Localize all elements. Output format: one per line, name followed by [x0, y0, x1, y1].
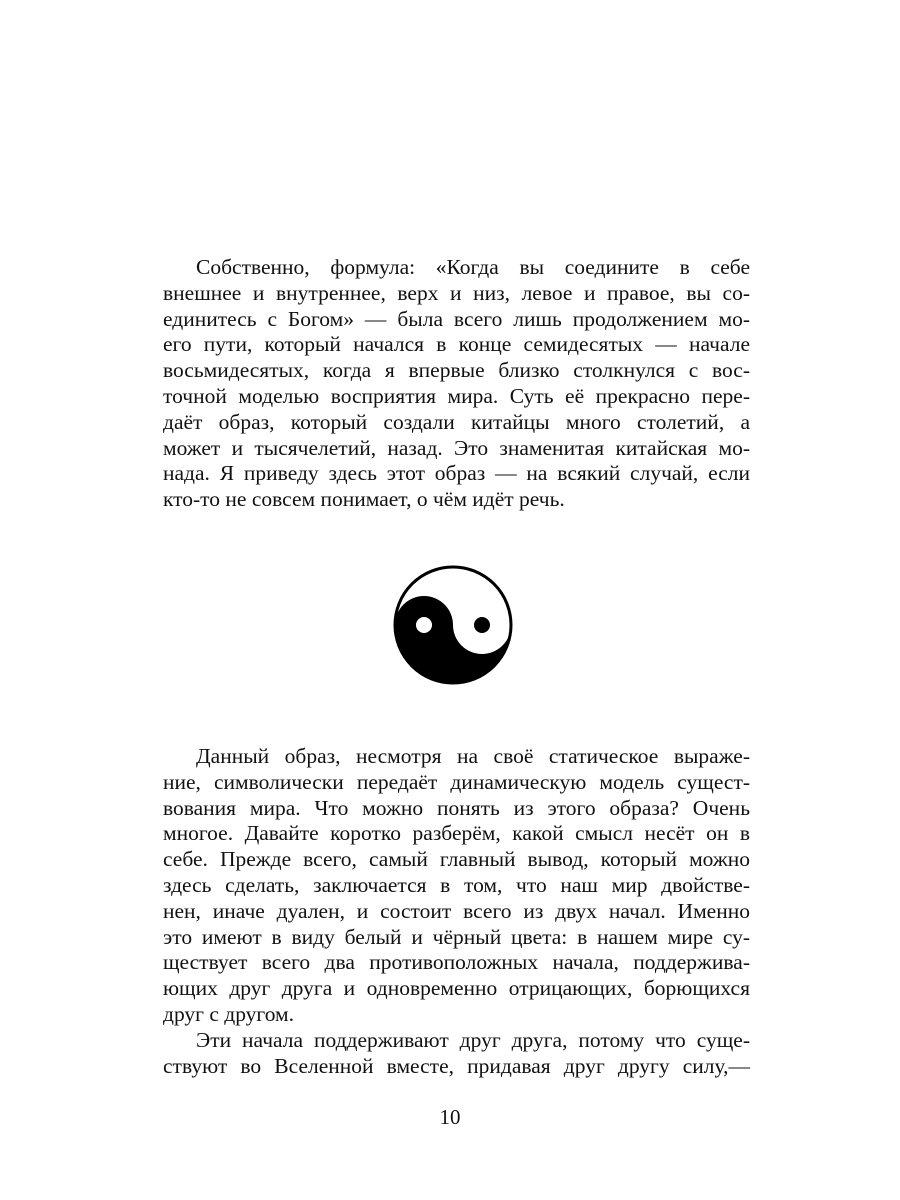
text-line: Собственно, формула: «Когда вы соедините в себе [196, 255, 750, 279]
text-line: себе. Прежде всего, самый главный вывод, который можно [163, 847, 750, 871]
text-line: единитесь с Богом» — была всего лишь продолжением мо- [163, 307, 750, 331]
text-line: ющих друг друга и одновременно отрицающих, борющихся [163, 976, 750, 1000]
text-line: ствуют во Вселенной вместе, придавая друг другу силу,— [163, 1054, 750, 1078]
text-line: это имеют в виду белый и чёрный цвета: в нашем мире су- [163, 925, 750, 949]
text-line: его пути, который начался в конце семидесятых — начале [163, 332, 750, 356]
text-line: ние, символически передаёт динамическую модель сущест- [163, 770, 750, 794]
text-line: многое. Давайте коротко разберём, какой смысл несёт он в [163, 821, 750, 845]
page-number: 10 [439, 1105, 461, 1129]
yin-yang-icon [391, 563, 515, 687]
text-line: внешнее и внутреннее, верх и низ, левое и правое, вы со- [163, 281, 750, 305]
text-line: Эти начала поддерживают друг друга, потому что суще- [196, 1028, 750, 1052]
text-line: вования мира. Что можно понять из этого образа? Очень [163, 796, 750, 820]
text-line: может и тысячелетий, назад. Это знаменитая китайская мо- [163, 436, 750, 460]
text-line: точной моделью восприятия мира. Суть её прекрасно пере- [163, 384, 750, 408]
text-line: кто-то не совсем понимает, о чём идёт речь. [163, 487, 565, 511]
text-line: друг с другом. [163, 1002, 295, 1026]
text-line: нада. Я приведу здесь этот образ — на всякий случай, если [163, 461, 750, 485]
text-line: ществует всего два противоположных начала, поддержива- [163, 950, 750, 974]
text-line: Данный образ, несмотря на своё статическое выраже- [196, 744, 750, 768]
text-line: даёт образ, который создали китайцы много столетий, а [163, 410, 750, 434]
text-line: здесь сделать, заключается в том, что наш мир двойстве- [163, 873, 750, 897]
text-line: восьмидесятых, когда я впервые близко столкнулся с вос- [163, 358, 750, 382]
text-line: нен, иначе дуален, и состоит всего из двух начал. Именно [163, 899, 750, 923]
